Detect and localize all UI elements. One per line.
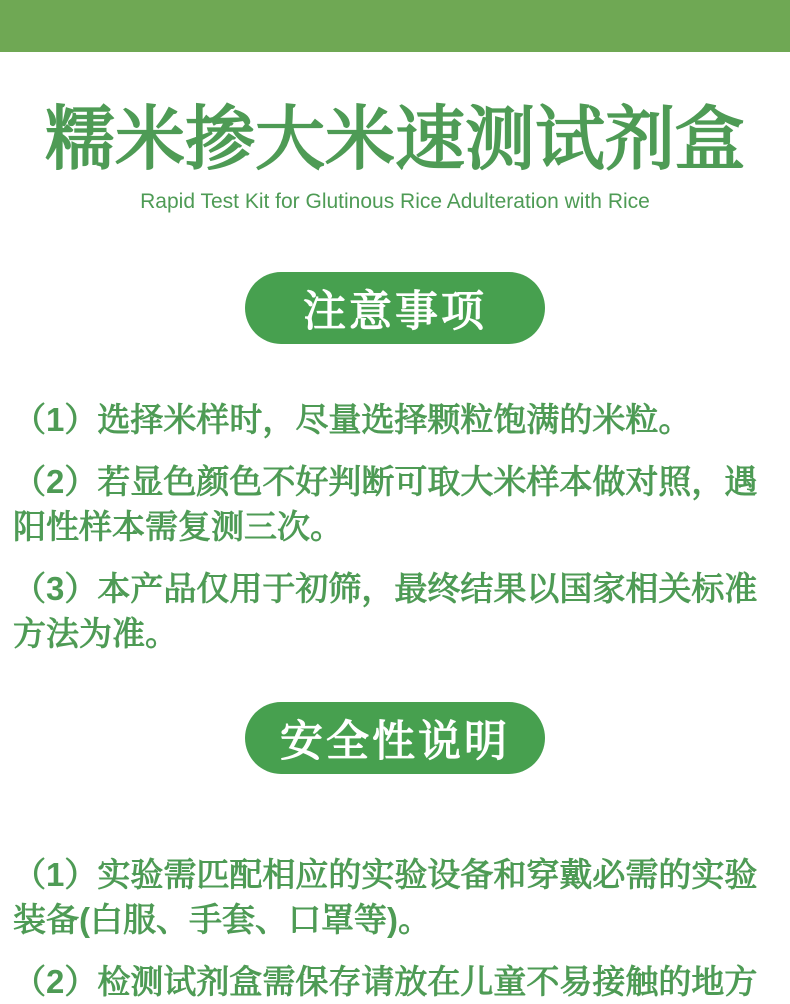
section-badge-precautions-label: 注意事项	[303, 287, 487, 336]
list-item: （1）实验需匹配相应的实验设备和穿戴必需的实验装备(白服、手套、口罩等)。	[13, 856, 758, 938]
list-item: （3）本产品仅用于初筛，最终结果以国家相关标准方法为准。	[13, 570, 758, 652]
section-badge-safety-label: 安全性说明	[280, 717, 510, 766]
section-badge-safety	[245, 702, 545, 774]
product-subtitle-en: Rapid Test Kit for Glutinous Rice Adulteration with Rice	[140, 190, 650, 213]
list-item: （1）选择米样时，尽量选择颗粒饱满的米粒。	[13, 401, 692, 438]
list-item: （2）检测试剂盒需保存请放在儿童不易接触的地方	[13, 963, 758, 1000]
header-band	[0, 0, 790, 52]
product-title: 糯米掺大米速测试剂盒	[45, 100, 745, 178]
precautions-list	[0, 397, 790, 656]
section-badge-precautions	[245, 272, 545, 344]
safety-list	[0, 852, 790, 1004]
list-item: （2）若显色颜色不好判断可取大米样本做对照，遇阳性样本需复测三次。	[13, 463, 758, 545]
